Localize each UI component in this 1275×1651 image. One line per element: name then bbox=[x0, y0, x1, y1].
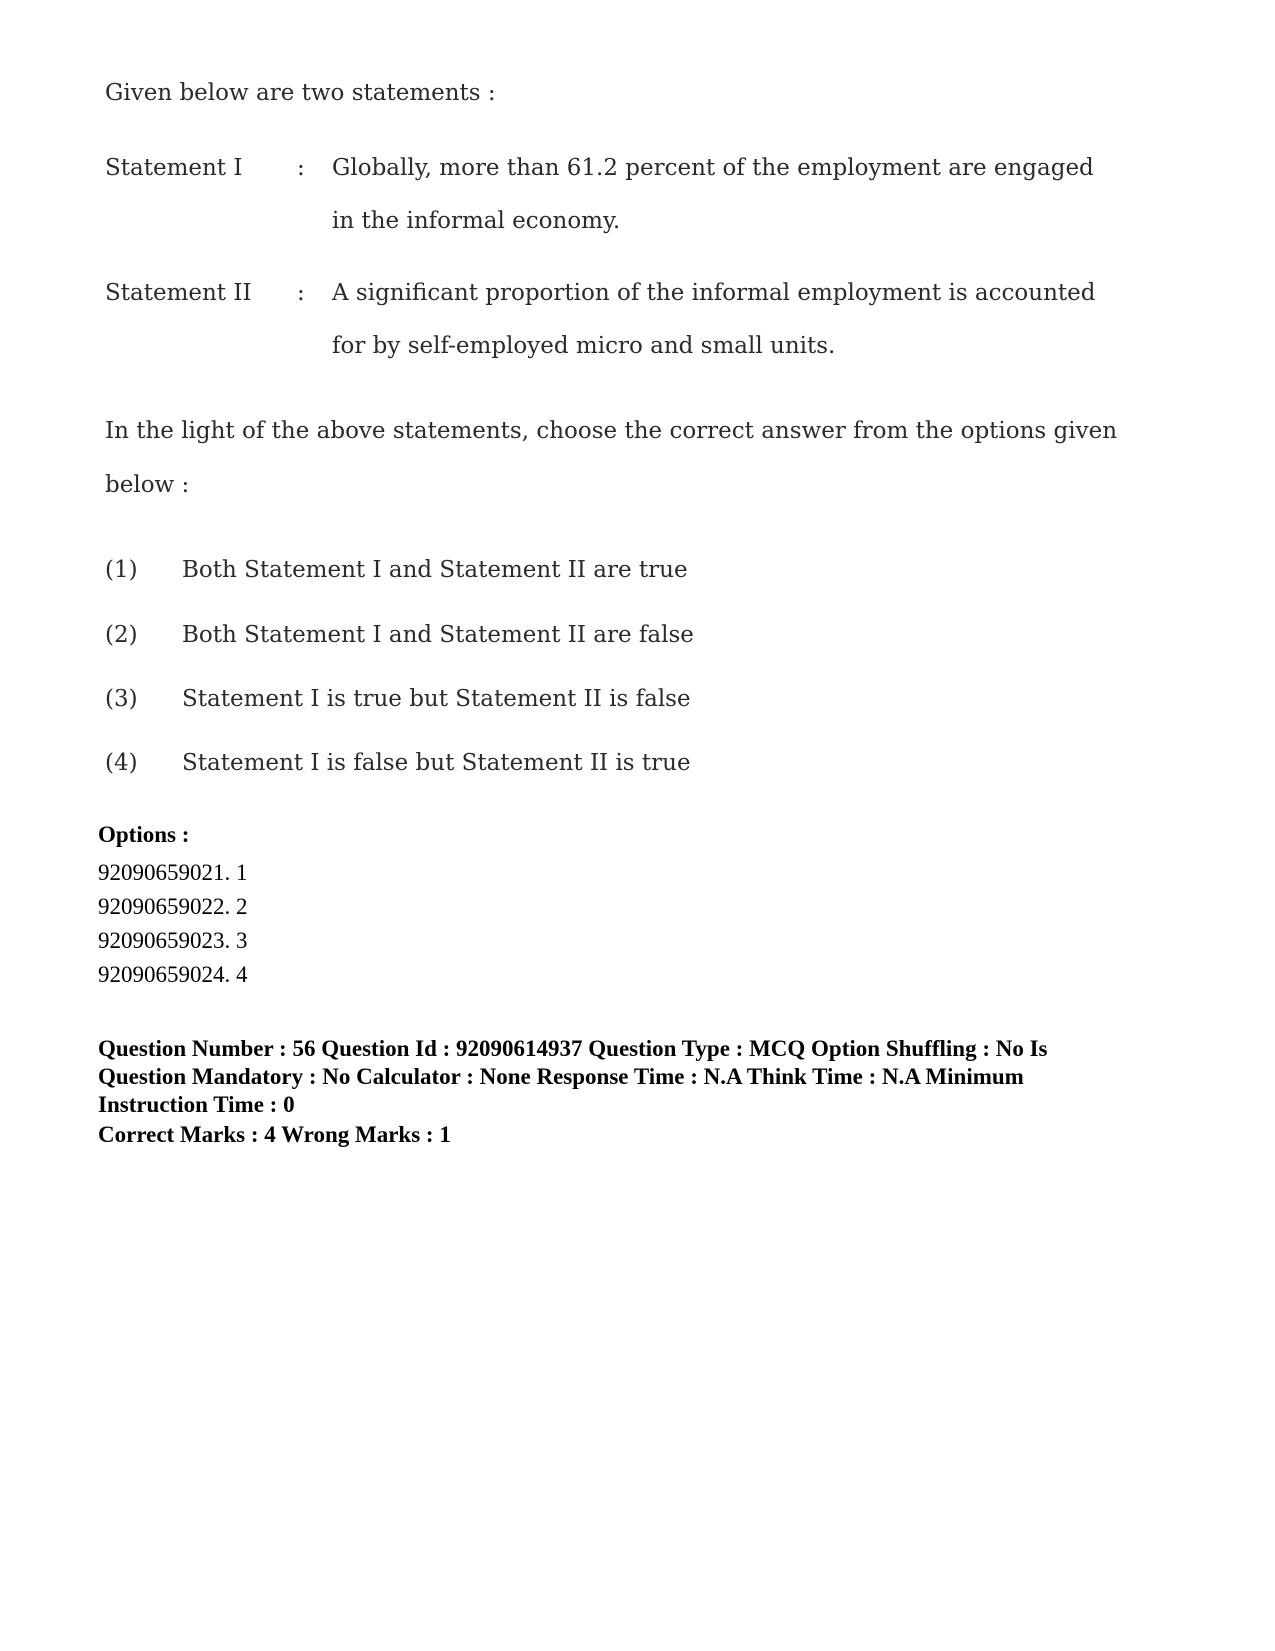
option-item: 92090659022. 2 bbox=[98, 894, 248, 919]
statement-1-label: Statement I bbox=[105, 155, 243, 181]
choice-4-number: (4) bbox=[105, 750, 138, 776]
choice-2-number: (2) bbox=[105, 622, 138, 648]
choice-1-number: (1) bbox=[105, 557, 138, 583]
choice-3-number: (3) bbox=[105, 686, 138, 712]
choice-2-text: Both Statement I and Statement II are false bbox=[182, 622, 694, 648]
question-info-line2: Question Mandatory : No Calculator : None Response Time : N.A Think Time : N.A Minimum bbox=[98, 1064, 1024, 1089]
statement-2-text-line1: A significant proportion of the informal employment is accounted bbox=[332, 280, 1096, 306]
question-intro: Given below are two statements : bbox=[105, 80, 496, 106]
option-item: 92090659023. 3 bbox=[98, 928, 248, 953]
statement-2-text-line2: for by self-employed micro and small units. bbox=[332, 333, 836, 359]
statement-1-text-line1: Globally, more than 61.2 percent of the employment are engaged bbox=[332, 155, 1094, 181]
question-info bbox=[98, 1035, 1178, 1119]
choice-1-text: Both Statement I and Statement II are true bbox=[182, 557, 688, 583]
question-info-line3: Instruction Time : 0 bbox=[98, 1092, 295, 1117]
options-heading: Options : bbox=[98, 822, 190, 847]
question-info-line1: Question Number : 56 Question Id : 92090614937 Question Type : MCQ Option Shuffling : No Is bbox=[98, 1036, 1048, 1061]
choice-4-text: Statement I is false but Statement II is true bbox=[182, 750, 691, 776]
statement-2-label: Statement II bbox=[105, 280, 252, 306]
options-list bbox=[98, 856, 1178, 992]
option-item: 92090659024. 4 bbox=[98, 962, 248, 987]
question-image bbox=[0, 0, 1275, 800]
option-item: 92090659021. 1 bbox=[98, 860, 248, 885]
statement-1-colon: : bbox=[297, 155, 305, 181]
choice-3-text: Statement I is true but Statement II is false bbox=[182, 686, 691, 712]
statement-2-colon: : bbox=[297, 280, 305, 306]
question-prompt-line1: In the light of the above statements, choose the correct answer from the options given bbox=[105, 418, 1118, 444]
marks-info: Correct Marks : 4 Wrong Marks : 1 bbox=[98, 1122, 451, 1147]
question-prompt-line2: below : bbox=[105, 472, 190, 498]
statement-1-text-line2: in the informal economy. bbox=[332, 208, 621, 234]
